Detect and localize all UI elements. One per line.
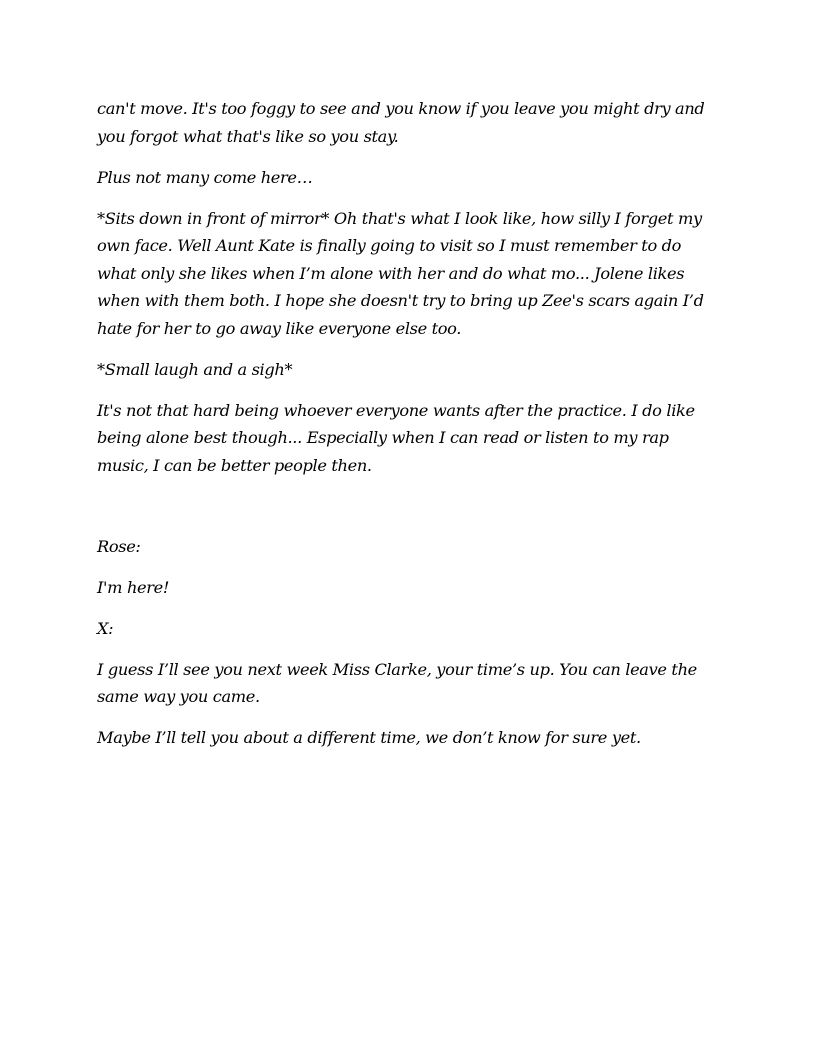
speaker-label-x: X: [97,618,114,638]
paragraph-different-time: Maybe I’ll tell you about a different time, we don’t know for sure yet. [97,728,641,747]
paragraph-next-week: I guess I’ll see you next week Miss Clarke, your time’s up. You can leave the same way you came. [97,659,697,706]
paragraph-small-laugh: *Small laugh and a sigh* [97,359,293,379]
document-page [97,95,722,765]
paragraph-im-here: I'm here! [97,577,170,597]
speaker-label-rose: Rose: [97,536,141,556]
paragraph-practice: It's not that hard being whoever everyone wants after the practice. I do like being alone best though... Especially when I can read or listen to my rap music, I can be better people then. [97,400,695,475]
paragraph-fog: can't move. It's too foggy to see and you know if you leave you might dry and you forgot what that's like so you stay. [97,99,705,146]
paragraph-not-many-come: Plus not many come here… [97,167,313,187]
paragraph-mirror: *Sits down in front of mirror* Oh that's what I look like, how silly I forget my own face. Well Aunt Kate is finally going to visit so I must remember to do what only she likes when I’m alone with her and do what mo... Jolene likes when with them both. I hope she doesn't try to bring up Zee's scars again I’d hate for her to go away like everyone else too. [97,208,704,338]
section-gap [97,493,722,533]
